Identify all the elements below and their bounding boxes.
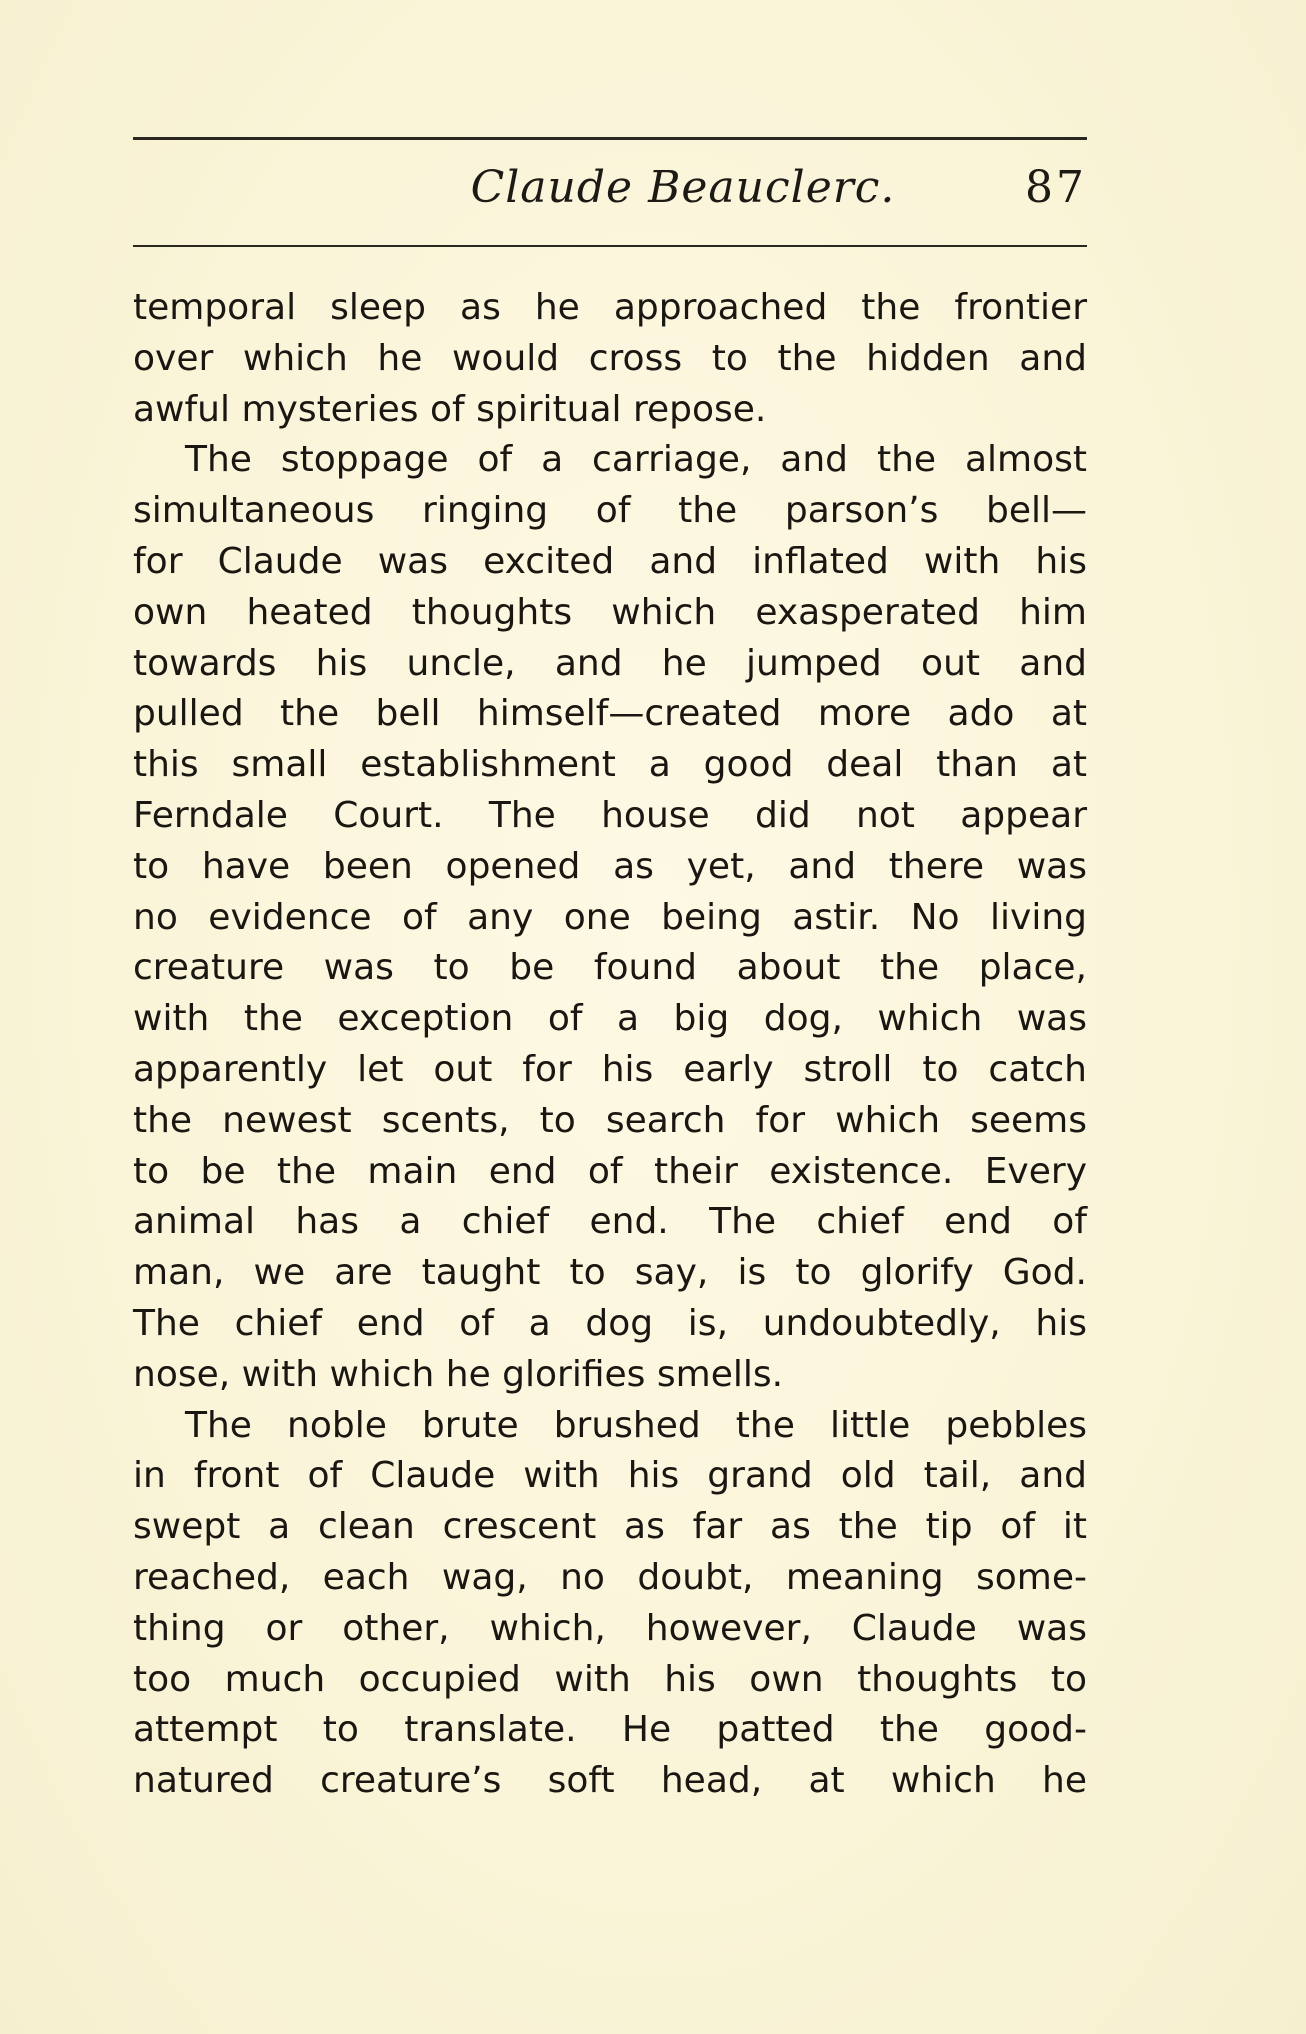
text-line: The chief end of a dog is, undoubtedly, his xyxy=(133,1302,1087,1344)
text-line: attempt to translate. He patted the good- xyxy=(133,1709,1087,1751)
text-line: too much occupied with his own thoughts to xyxy=(133,1658,1087,1700)
text-line: awful mysteries of spiritual repose. xyxy=(133,388,767,430)
paragraph xyxy=(133,435,1087,1400)
paragraph xyxy=(133,1401,1087,1807)
text-line: to have been opened as yet, and there was xyxy=(133,845,1087,887)
running-head xyxy=(133,158,1087,228)
text-line: in front of Claude with his grand old tail, and xyxy=(133,1455,1087,1497)
text-line: with the exception of a big dog, which was xyxy=(133,998,1087,1040)
text-line: animal has a chief end. The chief end of xyxy=(133,1201,1087,1243)
text-line: over which he would cross to the hidden and xyxy=(133,337,1087,379)
text-line: nose, with which he glorifies smells. xyxy=(133,1353,784,1395)
text-line: towards his uncle, and he jumped out and xyxy=(133,642,1087,684)
body-text xyxy=(133,283,1087,1807)
text-line: to be the main end of their existence. Every xyxy=(133,1150,1087,1192)
page-number: 87 xyxy=(1025,162,1087,213)
text-line: The noble brute brushed the little pebbles xyxy=(185,1404,1087,1446)
text-line: the newest scents, to search for which seems xyxy=(133,1099,1087,1141)
text-line: creature was to be found about the place, xyxy=(133,947,1087,989)
text-line: thing or other, which, however, Claude was xyxy=(133,1607,1087,1649)
text-line: simultaneous ringing of the parson’s bell— xyxy=(133,490,1087,532)
text-line: temporal sleep as he approached the frontier xyxy=(133,287,1087,328)
running-title: Claude Beauclerc. xyxy=(470,162,896,213)
text-line: reached, each wag, no doubt, meaning some- xyxy=(133,1556,1087,1598)
header-rule-top xyxy=(133,137,1087,140)
paragraph xyxy=(133,283,1087,435)
text-line: for Claude was excited and inflated with his xyxy=(133,540,1087,582)
text-line: pulled the bell himself—created more ado at xyxy=(133,693,1087,735)
text-line: The stoppage of a carriage, and the almost xyxy=(185,439,1087,481)
text-line: swept a clean crescent as far as the tip of it xyxy=(133,1506,1087,1548)
text-line: natured creature’s soft head, at which he xyxy=(133,1760,1087,1802)
text-line: man, we are taught to say, is to glorify God. xyxy=(133,1252,1087,1294)
text-line: no evidence of any one being astir. No living xyxy=(133,896,1087,938)
header-rule-bottom xyxy=(133,245,1087,247)
text-line: own heated thoughts which exasperated him xyxy=(133,591,1087,633)
text-line: Ferndale Court. The house did not appear xyxy=(133,794,1087,836)
text-line: this small establishment a good deal than at xyxy=(133,744,1087,786)
text-line: apparently let out for his early stroll to catch xyxy=(133,1048,1087,1090)
